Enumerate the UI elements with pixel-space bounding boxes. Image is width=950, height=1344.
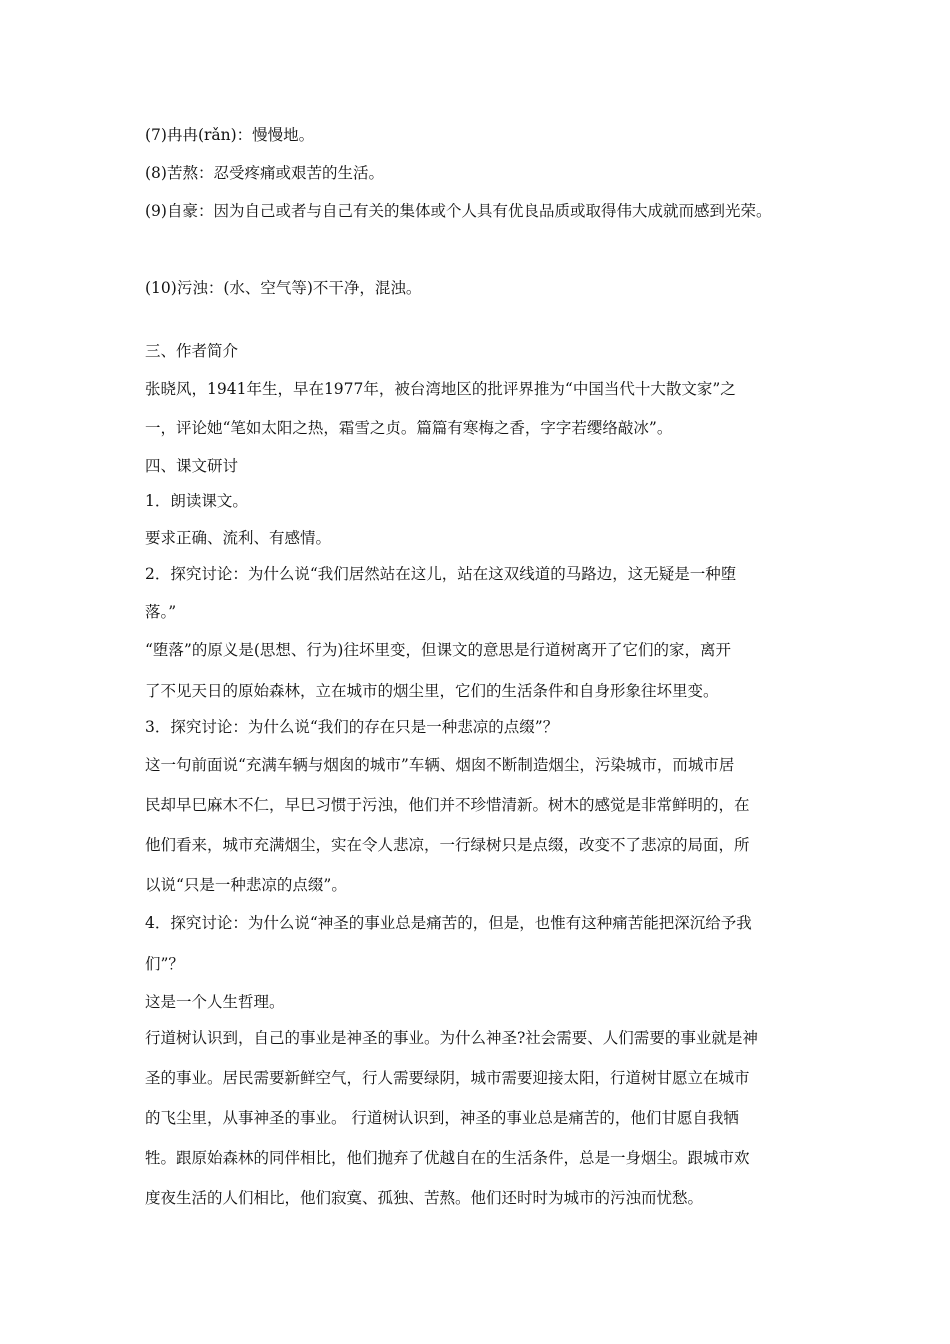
answer-3-line: 这一句前面说“充满车辆与烟囱的城市”车辆、烟囱不断制造烟尘，污染城市，而城市居: [145, 756, 735, 774]
answer-4-line: 牲。跟原始森林的同伴相比，他们抛弃了优越自在的生活条件，总是一身烟尘。跟城市欢: [145, 1149, 750, 1167]
section-heading-study: 四、课文研讨: [145, 457, 239, 475]
answer-2-line: 了不见天日的原始森林，立在城市的烟尘里，它们的生活条件和自身形象往坏里变。: [145, 682, 719, 700]
author-paragraph-line: 一，评论她“笔如太阳之热，霜雪之贞。篇篇有寒梅之香，字字若缨络敲冰”。: [145, 419, 673, 437]
answer-1: 要求正确、流利、有感情。: [145, 529, 332, 547]
vocab-item-9: (9)自豪：因为自己或者与自己有关的集体或个人具有优良品质或取得伟大成就而感到光荣。: [145, 202, 772, 220]
answer-3-line: 民却早巳麻木不仁，早巳习惯于污浊，他们并不珍惜清新。树木的感觉是非常鲜明的，在: [145, 796, 750, 814]
answer-4-line: 这是一个人生哲理。: [145, 993, 285, 1011]
question-4-line: 4．探究讨论：为什么说“神圣的事业总是痛苦的，但是，也惟有这种痛苦能把深沉给予我: [145, 914, 752, 932]
answer-3-line: 以说“只是一种悲凉的点缀”。: [145, 876, 347, 894]
vocab-item-7: (7)冉冉(rǎn)：慢慢地。: [145, 126, 315, 144]
question-2-line: 落。”: [145, 603, 177, 621]
answer-3-line: 他们看来，城市充满烟尘，实在令人悲凉，一行绿树只是点缀，改变不了悲凉的局面，所: [145, 836, 750, 854]
answer-4-line: 度夜生活的人们相比，他们寂寞、孤独、苦熬。他们还时时为城市的污浊而忧愁。: [145, 1189, 704, 1207]
section-heading-author: 三、作者简介: [145, 342, 239, 360]
answer-4-line: 圣的事业。居民需要新鲜空气，行人需要绿阴，城市需要迎接太阳，行道树甘愿立在城市: [145, 1069, 750, 1087]
question-2-line: 2．探究讨论：为什么说“我们居然站在这儿，站在这双线道的马路边，这无疑是一种堕: [145, 565, 737, 583]
question-3: 3．探究讨论：为什么说“我们的存在只是一种悲凉的点缀”？: [145, 718, 559, 736]
answer-2-line: “堕落”的原义是(思想、行为)往坏里变，但课文的意思是行道树离开了它们的家，离开: [145, 641, 731, 659]
vocab-item-10: (10)污浊：(水、空气等)不干净，混浊。: [145, 279, 422, 297]
answer-4-line: 的飞尘里，从事神圣的事业。 行道树认识到，神圣的事业总是痛苦的，他们甘愿自我牺: [145, 1109, 739, 1127]
answer-4-line: 行道树认识到，自己的事业是神圣的事业。为什么神圣?社会需要、人们需要的事业就是神: [145, 1029, 758, 1047]
question-1: 1．朗读课文。: [145, 492, 248, 510]
question-4-line: 们”？: [145, 955, 184, 973]
vocab-item-8: (8)苦熬：忍受疼痛或艰苦的生活。: [145, 164, 384, 182]
author-paragraph-line: 张晓风，1941年生，早在1977年，被台湾地区的批评界推为“中国当代十大散文家”之: [145, 380, 736, 398]
